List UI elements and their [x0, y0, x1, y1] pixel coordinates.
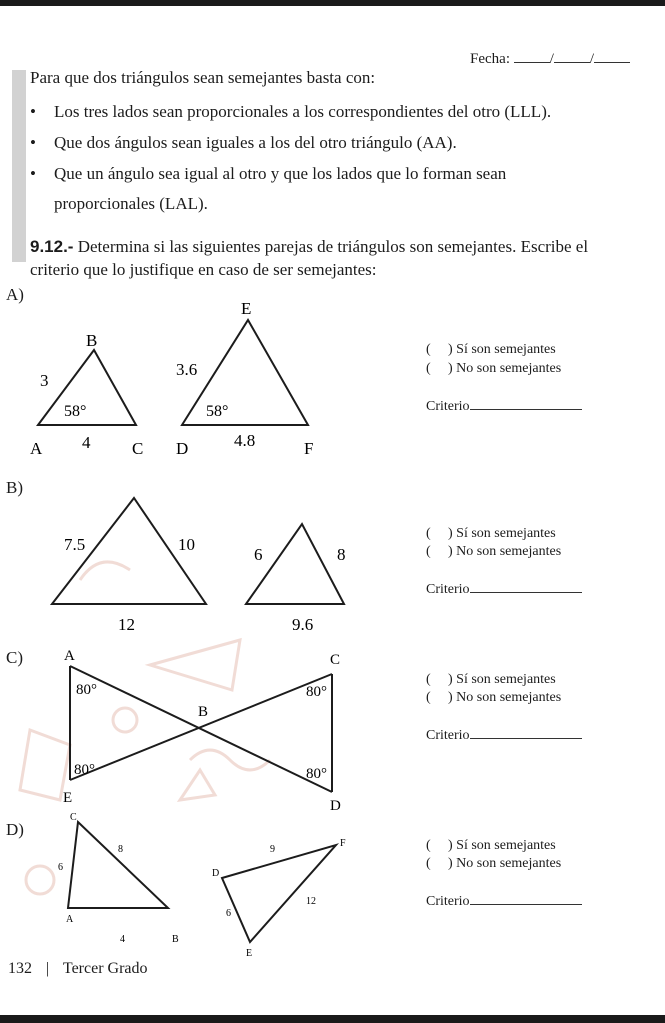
vertex-c-d-label: D [330, 798, 341, 814]
theory-bullet-lal-cont: proporcionales (LAL). [54, 194, 208, 213]
date-sep: / [549, 51, 554, 67]
checkbox-paren[interactable]: ( [426, 361, 431, 376]
b1-right-side-label: 10 [178, 535, 195, 554]
b1-base-label: 12 [118, 615, 135, 634]
option-label: ) Sí son semejantes [448, 526, 556, 541]
criterio-a-field[interactable] [426, 397, 582, 415]
vertex-c-a-label: A [64, 648, 75, 664]
vertex-c-c-label: C [330, 652, 341, 668]
problem-b-label: B) [6, 478, 23, 497]
checkbox-paren[interactable]: ( [426, 526, 431, 541]
triangle-dfe [222, 845, 336, 942]
problem-a-label: A) [6, 285, 24, 304]
option-a-no[interactable] [426, 361, 561, 377]
vertex-d-label: D [176, 439, 189, 458]
date-day-line[interactable] [514, 50, 550, 63]
option-label: ) No son semejantes [448, 856, 562, 871]
theory-bullet-aa: • Que dos ángulos sean iguales a los del otro triángulo (AA). [54, 133, 457, 153]
angle-d-label: 58° [206, 403, 229, 420]
date-label: Fecha: [470, 51, 510, 67]
side-de-label: 3.6 [176, 360, 198, 379]
vertex-d-f-label: F [340, 838, 346, 849]
criterio-c-line[interactable] [470, 726, 582, 739]
triangle-abc [38, 350, 136, 425]
vertex-a-label: A [30, 439, 43, 458]
angle-c-80-label: 80° [306, 684, 327, 700]
triangle-cab [68, 822, 168, 908]
option-b-no[interactable] [426, 544, 561, 560]
b1-left-side-label: 7.5 [64, 535, 86, 554]
checkbox-paren[interactable]: ( [426, 838, 431, 853]
theory-bullet-lal: • Que un ángulo sea igual al otro y que los lados que lo forman sean [54, 164, 506, 184]
vertex-e-label: E [241, 299, 252, 318]
criterio-d-field[interactable] [426, 892, 582, 910]
page-footer [8, 960, 148, 978]
checkbox-paren[interactable]: ( [426, 672, 431, 687]
side-ef-label: 12 [306, 896, 316, 907]
vertex-d-c-label: C [70, 812, 77, 823]
date-year-line[interactable] [594, 50, 630, 63]
option-label: ) Sí son semejantes [448, 672, 556, 687]
triangle-b2 [246, 524, 344, 604]
checkbox-paren[interactable]: ( [426, 544, 431, 559]
vertex-c-e-label: E [63, 790, 73, 806]
vertex-f-label: F [304, 439, 314, 458]
option-label: ) Sí son semejantes [448, 838, 556, 853]
criterio-label: Criterio [426, 728, 470, 743]
checkbox-paren[interactable]: ( [426, 856, 431, 871]
checkbox-paren[interactable]: ( [426, 342, 431, 357]
vertex-d-b-label: B [172, 934, 179, 945]
criterio-d-line[interactable] [470, 892, 582, 905]
option-label: ) Sí son semejantes [448, 342, 556, 357]
grade-label: Tercer Grado [62, 960, 148, 977]
side-cb-label: 8 [118, 844, 123, 855]
side-de-d-label: 6 [226, 908, 231, 919]
vertex-d-e-label: E [246, 948, 253, 959]
side-ac-label: 4 [82, 433, 91, 452]
option-label: ) No son semejantes [448, 544, 562, 559]
side-df-label: 4.8 [234, 431, 256, 450]
criterio-c-field[interactable] [426, 726, 582, 744]
theory-bullet-lll: • Los tres lados sean proporcionales a los correspondientes del otro (LLL). [54, 102, 551, 122]
angle-e-80-label: 80° [74, 762, 95, 778]
option-c-si[interactable] [426, 672, 556, 688]
vertex-c-b-label: B [198, 704, 209, 720]
bottom-edge-bar [0, 1015, 665, 1023]
option-label: ) No son semejantes [448, 690, 562, 705]
side-ca-label: 6 [58, 862, 63, 873]
option-d-si[interactable] [426, 838, 556, 854]
exercise-line-2: criterio que lo justifique en caso de ser semejantes: [30, 260, 377, 279]
criterio-b-field[interactable] [426, 580, 582, 598]
exercise-text-1: Determina si las siguientes parejas de triángulos son semejantes. Escribe el [77, 237, 589, 256]
date-field[interactable] [470, 50, 630, 68]
exercise-number: 9.12.- [30, 237, 74, 256]
criterio-a-line[interactable] [470, 397, 582, 410]
option-label: ) No son semejantes [448, 361, 562, 376]
b2-left-side-label: 6 [254, 545, 263, 564]
angle-a-80-label: 80° [76, 682, 97, 698]
angle-a-label: 58° [64, 403, 87, 420]
criterio-b-line[interactable] [470, 580, 582, 593]
problem-d-label: D) [6, 820, 24, 839]
background-watermark [20, 562, 270, 894]
checkbox-paren[interactable]: ( [426, 690, 431, 705]
b2-base-label: 9.6 [292, 615, 314, 634]
footer-divider: | [46, 960, 50, 977]
date-sep: / [589, 51, 595, 67]
option-d-no[interactable] [426, 856, 561, 872]
side-ab-d-label: 4 [120, 934, 125, 945]
problem-c-label: C) [6, 648, 23, 667]
vertex-d-a-label: A [66, 914, 74, 925]
theory-intro: Para que dos triángulos sean semejantes basta con: [30, 68, 376, 87]
vertex-c-label: C [132, 439, 144, 458]
angle-d-80-label: 80° [306, 766, 327, 782]
b2-right-side-label: 8 [337, 545, 346, 564]
side-df-d-label: 9 [270, 844, 275, 855]
triangle-def [182, 320, 308, 425]
criterio-label: Criterio [426, 399, 470, 414]
option-b-si[interactable] [426, 526, 556, 542]
page-number: 132 [8, 960, 32, 977]
option-c-no[interactable] [426, 690, 561, 706]
criterio-label: Criterio [426, 894, 470, 909]
side-ab-label: 3 [40, 371, 49, 390]
vertex-d-d-label: D [212, 868, 220, 879]
date-month-line[interactable] [554, 50, 590, 63]
vertex-b-label: B [86, 331, 98, 350]
criterio-label: Criterio [426, 582, 470, 597]
option-a-si[interactable] [426, 342, 556, 358]
